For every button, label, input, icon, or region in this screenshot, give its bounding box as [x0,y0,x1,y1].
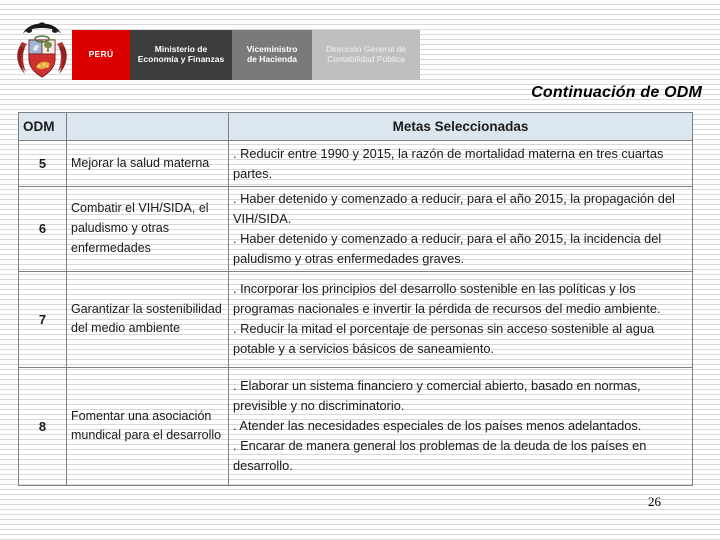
cell-odm-number: 5 [19,141,67,187]
meta-item: . Reducir la mitad el porcentaje de personas sin acceso sostenible al agua potable y a servicios básicos de saneamiento. [233,321,655,357]
cell-odm-metas [229,271,693,367]
banner-viceministerio-line1: Viceministro [246,44,298,55]
banner-segment-ministerio [130,30,232,80]
banner-direccion-line1: Dirección General de [326,44,406,55]
column-header-odm: ODM [19,113,67,141]
table-row [19,271,693,367]
peru-coat-of-arms-icon [14,12,70,86]
meta-item: . Reducir entre 1990 y 2015, la razón de mortalidad materna en tres cuartas partes. [233,145,664,181]
page-number: 26 [648,494,661,509]
table-body [19,141,693,486]
cell-odm-goal: Mejorar la salud materna [67,141,229,187]
meta-item: . Atender las necesidades especiales de los países menos adelantados. [233,418,642,434]
table-header-row [19,113,693,141]
column-header-goal [67,113,229,141]
meta-item: . Incorporar los principios del desarrollo sostenible en las políticas y los programas nacionales e invertir la pérdida de recursos del medio ambiente. [233,281,661,317]
banner-ministerio-line1: Ministerio de [154,44,208,55]
slide-title: Continuación de ODM [531,84,702,101]
banner-peru-label: PERÚ [88,49,114,60]
table-header [19,113,693,141]
banner-segment-peru [72,30,130,80]
table-row [19,367,693,485]
table-row [19,187,693,272]
column-header-metas: Metas Seleccionadas [229,113,693,141]
banner-ministerio-label [138,45,224,64]
banner-segment-viceministerio [232,30,312,80]
odm-goals-table [18,112,693,486]
cell-odm-metas [229,141,693,187]
banner-viceministerio-line2: de Hacienda [246,54,298,64]
meta-item: . Haber detenido y comenzado a reducir, para el año 2015, la incidencia del paludismo y otras enfermedades graves. [233,230,662,266]
institutional-header-banner [0,8,430,86]
cell-odm-metas [229,367,693,485]
cell-odm-number: 8 [19,367,67,485]
cell-odm-metas [229,187,693,272]
banner-direccion-label [326,45,406,64]
banner-segment-direccion-general [312,30,420,80]
banner-ministerio-line2: Economía y Finanzas [137,54,225,64]
ministry-banner-strip [72,30,420,80]
meta-item: . Encarar de manera general los problemas de la deuda de los países en desarrollo. [233,438,647,474]
banner-direccion-line2: Contabilidad Pública [327,54,405,64]
cell-odm-number: 7 [19,271,67,367]
cell-odm-goal: Combatir el VIH/SIDA, el paludismo y otras enfermedades [67,187,229,272]
table-row [19,141,693,187]
meta-item: . Elaborar un sistema financiero y comercial abierto, basado en normas, previsible y no discriminatorio. [233,378,641,414]
cell-odm-goal: Garantizar la sostenibilidad del medio ambiente [67,271,229,367]
meta-item: . Haber detenido y comenzado a reducir, para el año 2015, la propagación del VIH/SIDA. [233,191,675,226]
cell-odm-goal: Fomentar una asociación mundical para el desarrollo [67,367,229,485]
cell-odm-number: 6 [19,187,67,272]
banner-viceministerio-label [247,45,298,64]
